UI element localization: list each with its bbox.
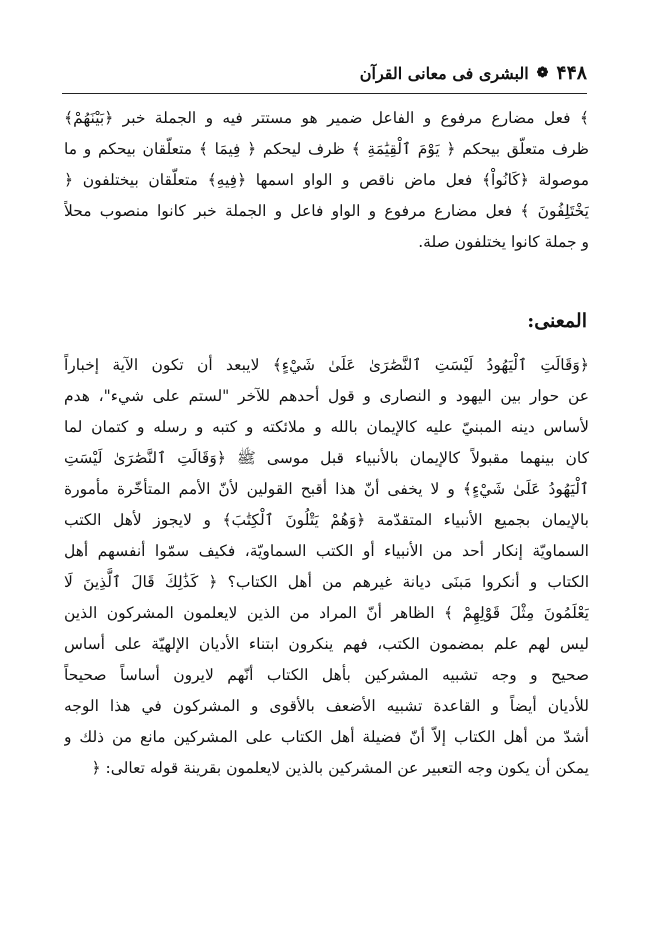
text-line: السماويّة إنكار أحد من الأنبياء أو الكتب السماويّة، فكيف سمّوا أنفسهم أهل [64, 542, 589, 560]
header-divider [62, 93, 587, 94]
book-title: البشرى فى معانى القرآن [359, 63, 529, 83]
text-line: ﴿وَقَالَتِ ٱلْيَهُودُ لَيْسَتِ ٱلنَّصَٰرَىٰ عَلَىٰ شَيْءٍ﴾ لايبعد أن تكون الآية إخباراً [64, 356, 589, 374]
text-line: لأساس دينه المبنيّ عليه كالإيمان بالله و ملائكته و كتبه و رسله و كتمان لما [64, 418, 589, 436]
text-line: موصولة ﴿كَانُواْ﴾ فعل ماض ناقص و الواو اسمها ﴿فِيهِ﴾ متعلّقان بيختلفون ﴿ [64, 171, 589, 189]
grammar-paragraph [64, 103, 589, 258]
text-line: ٱلْيَهُودُ عَلَىٰ شَيْءٍ﴾ و لا يخفى أنّ هذا أقبح القولين لأنّ الأمم المتأخّرة مأمورة [64, 480, 589, 498]
text-line: ﴾ فعل مضارع مرفوع و الفاعل ضمير هو مستتر فيه و الجملة خبر ﴿بَيْنَهُمْ﴾ [64, 109, 589, 127]
text-line: كان بينهما مقبولاً كالإيمان بالأنبياء قبل موسى ﷺ ﴿وَقَالَتِ ٱلنَّصَٰرَىٰ لَيْسَتِ [64, 449, 589, 467]
text-line: بالإيمان بجميع الأنبياء المتقدّمة ﴿وَهُمْ يَتْلُونَ ٱلْكِتَٰبَ﴾ و لايجوز لأهل الكتب [64, 511, 589, 529]
text-line: يَخْتَلِفُونَ ﴾ فعل مضارع مرفوع و الواو فاعل و الجملة خبر كانوا منصوب محلاً [64, 202, 589, 220]
page-header [62, 58, 587, 88]
section-heading: المعنى: [527, 310, 587, 332]
flower-ornament-icon: ❁ [536, 65, 549, 81]
text-line: يمكن أن يكون وجه التعبير عن المشركين بالذين لايعلمون بقرينة قوله تعالى: ﴿ [91, 759, 589, 777]
text-line: ظرف متعلّق بيحكم ﴿ يَوْمَ ٱلْقِيَٰمَةِ ﴾ ظرف ليحكم ﴿ فِيمَا ﴾ متعلّقان بيحكم و ما [64, 140, 589, 158]
text-line: الكتاب و أنكروا مَبنَى ديانة غيرهم من أهل الكتاب؟ ﴿ كَذَٰلِكَ قَالَ ٱلَّذِينَ لَا [64, 573, 589, 591]
text-line: أشدّ من أهل الكتاب إلاّ أنّ فضيلة أهل الكتاب على المشركين مانع من ذلك و [64, 728, 589, 746]
text-line: و جملة كانوا يختلفون صلة. [418, 233, 589, 251]
page-number: ۴۴۸ [556, 62, 587, 84]
text-line: للأديان أيضاً و القاعدة تشبيه الأضعف بالأقوى و المشركون في هذا الوجه [64, 697, 589, 715]
meaning-paragraph [64, 350, 589, 784]
text-line: عن حوار بين اليهود و النصارى و قول أحدهم للآخر "لستم على شيء"، هدم [64, 387, 589, 405]
text-line: صحيح و وجه تشبيه المشركين بأهل الكتاب أنّهم لايرون أساساً صحيحاً [64, 666, 589, 684]
text-line: يَعْلَمُونَ مِثْلَ قَوْلِهِمْ ﴾ الظاهر أنّ المراد من الذين لايعلمون المشركون الذين [64, 604, 589, 622]
text-line: ليس لهم علم بمضمون الكتب، فهم ينكرون ابتناء الأديان الإلهيّة على أساس [64, 635, 589, 653]
